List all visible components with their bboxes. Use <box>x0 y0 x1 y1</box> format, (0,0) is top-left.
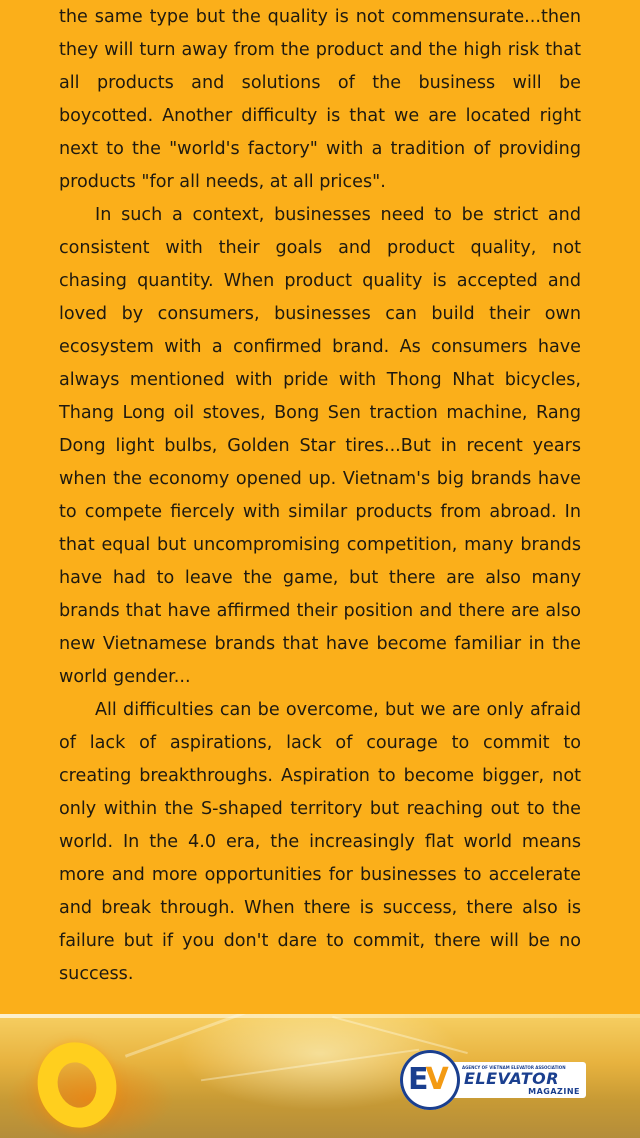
logo-tagline: AGENCY OF VIETNAM ELEVATOR ASSOCIATION <box>462 1065 566 1070</box>
logo-brand: ELEVATOR <box>464 1069 560 1088</box>
paragraph: All difficulties can be overcome, but we are only afraid of lack of aspirations, lack of courage to commit to creating breakthroughs. Aspiration to become bigger, not only within the S-shaped territory but reaching out to the world. In the 4.0 era, the increasingly flat world means more and more opportunities for businesses to accelerate and break through. When there is success, there also is failure but if you don't dare to commit, there will be no success. <box>59 700 581 984</box>
paragraph-continued: the same type but the quality is not commensurate...then they will turn away from the product and the high risk that all products and solutions of the business will be boycotted. Another difficulty is that we are located right next to the "world's factory" with a tradition of providing products "for all needs, at all prices". <box>59 7 581 192</box>
light-streak <box>201 1049 419 1082</box>
light-streak <box>125 1014 295 1058</box>
decorative-ring-icon <box>27 1032 128 1138</box>
logo-badge-letters: EV <box>408 1062 446 1097</box>
article-body <box>59 1 581 991</box>
paragraph: In such a context, businesses need to be strict and consistent with their goals and product quality, not chasing quantity. When product quality is accepted and loved by consumers, businesses can build their own ecosystem with a confirmed brand. As consumers have always mentioned with pride with Thong Nhat bicycles, Thang Long oil stoves, Bong Sen traction machine, Rang Dong light bulbs, Golden Star tires...But in recent years when the economy opened up. Vietnam's big brands have to compete fiercely with similar products from abroad. In that equal but uncompromising competition, many brands have had to leave the game, but there are also many brands that have affirmed their position and there are also new Vietnamese brands that have become familiar in the world gender... <box>59 205 581 687</box>
logo-badge-icon <box>400 1050 460 1110</box>
light-streak <box>332 1016 468 1054</box>
logo-magazine: MAGAZINE <box>528 1087 580 1096</box>
footer-banner <box>0 1014 640 1138</box>
footer-divider <box>0 1014 640 1018</box>
elevator-magazine-logo <box>400 1050 590 1110</box>
logo-plate <box>452 1062 586 1098</box>
